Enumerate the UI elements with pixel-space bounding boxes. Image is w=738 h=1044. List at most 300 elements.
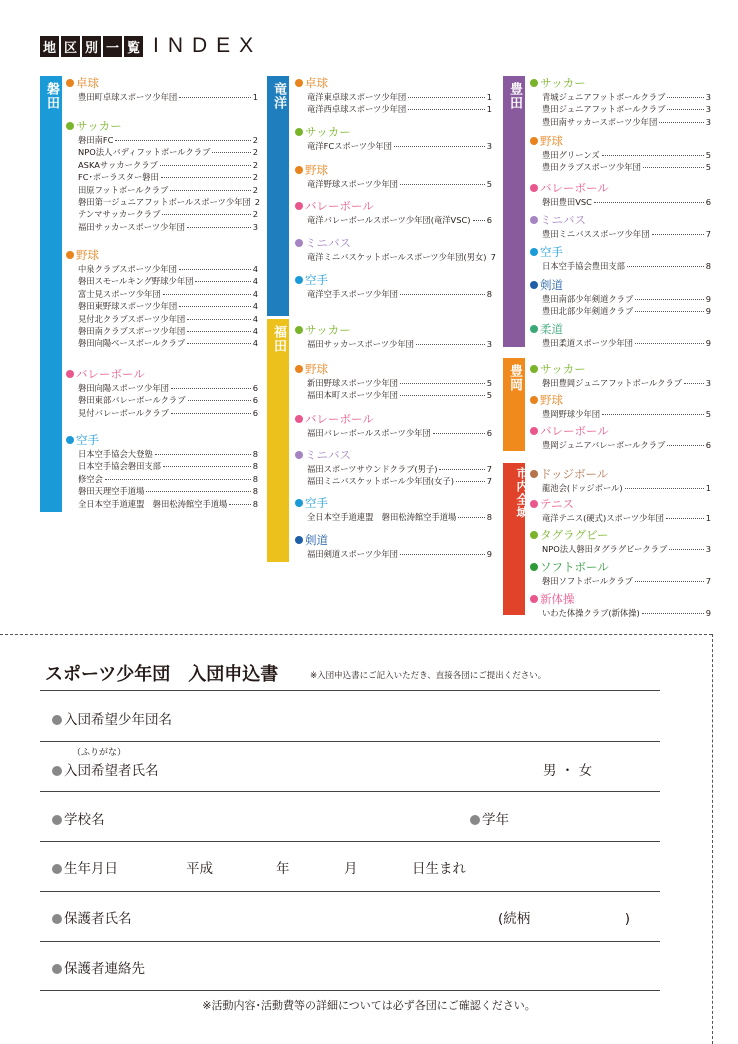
category-name: 卓球 xyxy=(305,76,328,90)
bullet-icon xyxy=(470,815,480,825)
team-name: 竜洋テニス(硬式)スポーツ少年団 xyxy=(542,513,664,523)
team-name: 福田サッカースポーツ少年団 xyxy=(78,221,185,232)
team-name: 全日本空手道連盟 磐田松涛館空手道場 xyxy=(78,498,228,509)
region-label: 豊田 xyxy=(507,82,522,110)
birth-month-unit: 月 xyxy=(344,861,358,877)
leader-dots xyxy=(400,554,485,555)
field-team-name[interactable]: 入団希望少年団名 xyxy=(52,708,172,728)
bullet-icon xyxy=(530,595,538,603)
team-name: 竜洋西卓球スポーツ少年団 xyxy=(307,104,407,115)
bullet-icon xyxy=(530,79,538,87)
page-number: 9 xyxy=(705,306,711,317)
leader-dots xyxy=(625,488,704,489)
leader-dots xyxy=(163,294,251,295)
page-number: 4 xyxy=(252,301,258,312)
team-entry xyxy=(307,427,492,439)
form-footnote: ※活動内容･活動費等の詳細については必ず各団にご確認ください。 xyxy=(202,999,536,1012)
page-number: 5 xyxy=(705,409,711,419)
bullet-icon xyxy=(530,137,538,145)
page-number: 8 xyxy=(252,486,258,497)
bullet-icon xyxy=(530,470,538,478)
team-name: 龍池会(ドッジボール) xyxy=(542,483,623,493)
page-number: 6 xyxy=(486,215,492,225)
bullet-icon xyxy=(295,166,303,174)
category-name: ミニバス xyxy=(305,236,351,250)
bullet-icon xyxy=(295,326,303,334)
page-number: 2 xyxy=(252,172,258,183)
page-number: 7 xyxy=(486,464,492,474)
category-name: バレーボール xyxy=(76,367,145,381)
team-name: 豊田ミニバススポーツ少年団 xyxy=(542,229,650,239)
leader-dots xyxy=(667,109,703,110)
category-name: バレーボール xyxy=(305,199,374,213)
leader-dots xyxy=(187,227,251,228)
page-number: 3 xyxy=(705,104,711,115)
bullet-icon xyxy=(66,370,74,378)
team-entry xyxy=(542,116,711,128)
category-heading xyxy=(66,247,99,263)
page-number: 2 xyxy=(252,184,258,195)
leader-dots xyxy=(408,109,484,110)
bullet-icon xyxy=(530,365,538,373)
team-name: 豊田町卓球スポーツ少年団 xyxy=(78,92,178,102)
category-name: 野球 xyxy=(305,362,328,376)
leader-dots xyxy=(187,343,251,344)
page-number: 4 xyxy=(252,326,258,336)
team-entry xyxy=(78,208,258,220)
bullet-icon xyxy=(66,79,74,87)
header-box: 別 xyxy=(82,36,101,57)
team-entry xyxy=(307,91,492,103)
header-box: 地 xyxy=(40,36,59,57)
leader-dots xyxy=(195,281,250,282)
team-name: 福田剣道スポーツ少年団 xyxy=(307,549,398,559)
page-number: 8 xyxy=(252,473,258,484)
page-number: 6 xyxy=(486,428,492,438)
category-name: 柔道 xyxy=(540,322,563,336)
page-number: 8 xyxy=(252,498,258,509)
category-heading xyxy=(295,198,374,214)
bullet-icon xyxy=(295,499,303,507)
team-entry xyxy=(542,512,711,524)
leader-dots xyxy=(179,306,250,307)
team-name: 福田スポーツサウンドクラブ(男子) xyxy=(307,464,438,474)
team-name: 磐田南クラブスポーツ少年団 xyxy=(78,326,186,336)
page-number: 2 xyxy=(252,209,258,220)
leader-dots xyxy=(635,343,704,344)
category-name: ミニバス xyxy=(540,213,586,227)
leader-dots xyxy=(456,481,485,482)
birth-day-unit: 日生まれ xyxy=(412,861,466,877)
page-number: 4 xyxy=(252,313,258,324)
category-name: サッカー xyxy=(540,362,586,376)
cut-line xyxy=(0,634,712,635)
page-number: 3 xyxy=(705,92,711,102)
team-entry xyxy=(542,337,711,349)
relationship-field[interactable]: (続柄 ) xyxy=(498,911,631,927)
leader-dots xyxy=(594,202,704,203)
category-name: 新体操 xyxy=(540,592,575,606)
category-heading xyxy=(295,235,351,251)
page-number: 7 xyxy=(486,476,492,487)
team-name: 豊岡野球少年団 xyxy=(542,409,601,419)
team-entry xyxy=(542,260,711,272)
team-name: 磐田スモールキング野球少年団 xyxy=(78,276,194,287)
leader-dots xyxy=(188,400,251,401)
team-name: NPO法人磐田タグラグビークラブ xyxy=(542,544,668,554)
bullet-icon xyxy=(295,276,303,284)
page-number: 1 xyxy=(705,513,711,523)
category-name: ドッジボール xyxy=(540,467,609,481)
category-heading xyxy=(295,322,351,338)
birth-year-unit: 年 xyxy=(276,861,290,877)
region-band-iwata xyxy=(40,76,62,512)
page-number: 6 xyxy=(705,197,711,207)
page-number: 9 xyxy=(705,338,711,348)
leader-dots xyxy=(229,504,250,505)
team-entry xyxy=(307,178,492,190)
team-entry xyxy=(78,159,258,171)
page-number: 2 xyxy=(252,135,258,145)
team-name: 竜洋ミニバスケットボールスポーツ少年団(男女) xyxy=(307,252,487,262)
team-name: 田原フットボールクラブ xyxy=(78,184,169,195)
bullet-icon xyxy=(295,365,303,373)
region-label: 磐田 xyxy=(44,82,59,110)
bullet-icon xyxy=(530,184,538,192)
bullet-icon xyxy=(295,79,303,87)
leader-dots xyxy=(439,469,484,470)
category-heading xyxy=(295,124,351,140)
team-name: 豊岡ジュニアバレーボールクラブ xyxy=(542,440,666,450)
category-heading xyxy=(66,432,99,448)
index-title: INDEX xyxy=(153,34,263,57)
bullet-icon xyxy=(66,122,74,130)
team-name: 日本空手協会大登塾 xyxy=(78,449,153,459)
team-name: 磐田東部バレーボールクラブ xyxy=(78,395,186,406)
leader-dots xyxy=(170,190,250,191)
team-entry xyxy=(307,338,492,350)
team-entry xyxy=(78,171,258,183)
leader-dots xyxy=(602,155,704,156)
team-entry xyxy=(542,377,711,389)
leader-dots xyxy=(400,395,485,396)
category-heading xyxy=(530,180,609,196)
category-name: サッカー xyxy=(305,125,351,139)
team-entry xyxy=(78,382,258,394)
bullet-icon xyxy=(52,914,62,924)
team-name: 磐田向陽ベースボールクラブ xyxy=(78,338,186,349)
leader-dots xyxy=(635,581,704,582)
team-entry xyxy=(78,498,258,510)
bullet-icon xyxy=(530,396,538,404)
team-name: 全日本空手道連盟 磐田松涛館空手道場 xyxy=(307,512,457,522)
page-number: 3 xyxy=(705,378,711,388)
team-entry xyxy=(542,607,711,619)
page-number: 8 xyxy=(486,289,492,299)
team-name: 豊田南サッカースポーツ少年団 xyxy=(542,116,658,127)
leader-dots xyxy=(212,152,250,153)
leader-dots xyxy=(667,97,703,98)
form-rule xyxy=(40,791,660,792)
page-number: 2 xyxy=(254,197,261,207)
category-heading xyxy=(530,466,608,482)
team-name: 竜洋FCスポーツ少年団 xyxy=(307,141,392,151)
team-name: 磐田南FC xyxy=(78,135,114,145)
team-name: 日本空手協会豊田支部 xyxy=(542,261,625,271)
form-note: ※入団申込書にご記入いただき、直接各団にご提出ください。 xyxy=(310,671,547,681)
page-number: 5 xyxy=(705,162,711,173)
team-name: 修空会 xyxy=(78,473,103,484)
team-name: 磐田天理空手道場 xyxy=(78,486,145,497)
category-heading xyxy=(66,366,145,382)
header-box: 覧 xyxy=(124,36,143,57)
team-entry xyxy=(542,408,711,420)
category-heading xyxy=(530,496,574,512)
team-entry xyxy=(307,251,496,263)
form-rule xyxy=(40,741,660,742)
field-applicant-name[interactable]: 入団希望者氏名 xyxy=(52,759,159,779)
page-number: 7 xyxy=(705,576,711,586)
team-entry xyxy=(78,460,258,472)
page-number: 9 xyxy=(705,294,711,304)
page-number: 7 xyxy=(705,229,711,239)
team-name: 竜洋野球スポーツ少年団 xyxy=(307,179,398,189)
region-band-toyoda xyxy=(503,76,525,347)
page-number: 1 xyxy=(705,483,711,493)
team-name: FC･ポーラスター磐田 xyxy=(78,172,159,183)
leader-dots xyxy=(400,383,485,384)
leader-dots xyxy=(162,214,250,215)
team-name: 福田サッカースポーツ少年団 xyxy=(307,339,414,349)
team-entry xyxy=(78,184,258,196)
bullet-icon xyxy=(66,251,74,259)
team-entry xyxy=(542,196,711,208)
category-heading xyxy=(295,447,351,463)
team-entry xyxy=(307,377,492,389)
page-number: 3 xyxy=(486,141,492,151)
category-name: テニス xyxy=(540,497,575,511)
header-box: 区 xyxy=(61,36,80,57)
team-entry xyxy=(307,548,492,560)
category-name: サッカー xyxy=(540,76,586,90)
team-entry xyxy=(307,140,492,152)
page-number: 8 xyxy=(486,512,492,522)
team-name: 竜洋東卓球スポーツ少年団 xyxy=(307,92,407,102)
team-name: 竜洋空手スポーツ少年団 xyxy=(307,289,398,299)
team-name: 青城ジュニアフットボールクラブ xyxy=(542,92,666,102)
bullet-icon xyxy=(52,964,62,974)
team-entry xyxy=(78,485,258,497)
field-school[interactable]: 学校名 xyxy=(52,808,105,828)
category-name: 卓球 xyxy=(76,76,99,90)
team-name: 豊田グリーンズ xyxy=(542,150,600,160)
field-grade[interactable]: 学年 xyxy=(470,808,509,828)
team-entry xyxy=(307,511,492,523)
team-entry xyxy=(307,103,492,115)
category-heading xyxy=(295,361,328,377)
birth-era: 平成 xyxy=(186,861,213,877)
page-number: 6 xyxy=(705,440,711,450)
bullet-icon xyxy=(66,436,74,444)
sex-choice[interactable]: 男 ・ 女 xyxy=(543,763,593,779)
category-name: 空手 xyxy=(76,433,99,447)
team-name: 中泉クラブスポーツ少年団 xyxy=(78,264,177,274)
leader-dots xyxy=(659,122,703,123)
page-number: 8 xyxy=(252,461,258,472)
category-heading xyxy=(295,75,328,91)
category-name: 空手 xyxy=(305,496,328,510)
team-name: 福田バレーボールスポーツ少年団 xyxy=(307,428,431,438)
team-entry xyxy=(542,305,711,317)
category-heading xyxy=(530,392,563,408)
team-name: 福田ミニバスケットボール少年団(女子) xyxy=(307,476,454,487)
page-number: 5 xyxy=(486,179,492,189)
region-label: 福田 xyxy=(271,325,286,353)
leader-dots xyxy=(146,491,250,492)
category-heading xyxy=(530,591,575,607)
page-number: 2 xyxy=(252,159,258,170)
category-name: ミニバス xyxy=(305,448,351,462)
team-entry xyxy=(78,394,258,406)
page-number: 4 xyxy=(252,276,258,287)
team-entry xyxy=(78,91,258,103)
region-band-city xyxy=(503,463,529,615)
bullet-icon xyxy=(295,202,303,210)
category-name: タグラグビー xyxy=(540,528,609,542)
team-entry xyxy=(78,337,258,349)
team-name: 磐田東野球スポーツ少年団 xyxy=(78,301,178,312)
field-birthdate[interactable]: 生年月日 xyxy=(52,857,118,877)
category-name: バレーボール xyxy=(540,424,609,438)
leader-dots xyxy=(394,146,485,147)
team-entry xyxy=(78,288,258,300)
category-heading xyxy=(530,212,586,228)
category-heading xyxy=(530,423,609,439)
page-number: 6 xyxy=(252,395,258,406)
bullet-icon xyxy=(52,815,62,825)
category-name: 空手 xyxy=(305,273,328,287)
leader-dots xyxy=(163,466,251,467)
bullet-icon xyxy=(530,427,538,435)
leader-dots xyxy=(627,266,704,267)
category-heading xyxy=(66,118,122,134)
team-entry xyxy=(542,482,711,494)
category-heading xyxy=(295,162,328,178)
leader-dots xyxy=(652,234,704,235)
bullet-icon xyxy=(295,451,303,459)
field-guardian-name[interactable]: 保護者氏名 xyxy=(52,907,132,927)
team-name: 見付北クラブスポーツ少年団 xyxy=(78,313,186,324)
leader-dots xyxy=(115,140,250,141)
category-heading xyxy=(66,75,99,91)
page-number: 3 xyxy=(252,221,258,232)
team-entry xyxy=(542,161,711,173)
team-name: NPO法人バディフットボールクラブ xyxy=(78,147,211,158)
team-entry xyxy=(542,228,711,240)
team-entry xyxy=(78,300,258,312)
region-label: 豊岡 xyxy=(507,364,522,392)
header-box: 一 xyxy=(103,36,122,57)
team-name: 豊田南部少年剣道クラブ xyxy=(542,294,634,304)
leader-dots xyxy=(187,319,251,320)
page-number: 5 xyxy=(705,150,711,160)
category-heading xyxy=(530,277,563,293)
page-number: 1 xyxy=(252,92,258,102)
field-guardian-contact[interactable]: 保護者連絡先 xyxy=(52,957,145,977)
category-name: サッカー xyxy=(76,119,122,133)
bullet-icon xyxy=(530,531,538,539)
form-rule xyxy=(40,841,660,842)
form-title: スポーツ少年団 入団申込書 xyxy=(45,664,279,685)
bullet-icon xyxy=(295,128,303,136)
category-heading xyxy=(295,495,328,511)
page-number: 4 xyxy=(252,288,258,299)
leader-dots xyxy=(635,299,703,300)
page-number: 1 xyxy=(486,104,492,115)
bullet-icon xyxy=(295,239,303,247)
leader-dots xyxy=(643,167,704,168)
category-heading xyxy=(530,75,586,91)
page-number: 8 xyxy=(252,449,258,459)
page-number: 3 xyxy=(486,339,492,349)
category-name: 剣道 xyxy=(540,278,563,292)
team-name: 見付バレーボールクラブ xyxy=(78,407,169,418)
team-name: 磐田第一ジュニアフットボールスポーツ少年団 xyxy=(78,197,251,207)
leader-dots xyxy=(400,184,485,185)
category-name: 野球 xyxy=(540,393,563,407)
team-name: 豊田クラブスポーツ少年団 xyxy=(542,162,641,173)
leader-dots xyxy=(666,518,704,519)
form-rule xyxy=(40,941,660,942)
leader-dots xyxy=(160,165,251,166)
team-entry xyxy=(78,473,258,485)
team-name: いわた体操クラブ(新体操) xyxy=(542,608,640,618)
category-heading xyxy=(530,361,586,377)
category-name: サッカー xyxy=(305,323,351,337)
form-rule xyxy=(40,891,660,892)
region-label: 市内全域 xyxy=(515,467,529,519)
category-name: 剣道 xyxy=(305,533,328,547)
page-number: 5 xyxy=(486,390,492,401)
leader-dots xyxy=(416,344,485,345)
team-name: 日本空手協会磐田支部 xyxy=(78,461,161,472)
leader-dots xyxy=(635,311,703,312)
leader-dots xyxy=(179,97,250,98)
bullet-icon xyxy=(530,500,538,508)
page-number: 3 xyxy=(705,116,711,127)
team-entry xyxy=(542,91,711,103)
category-name: 空手 xyxy=(540,245,563,259)
page-number: 9 xyxy=(486,549,492,559)
team-name: ASKAサッカークラブ xyxy=(78,159,158,170)
page-number: 6 xyxy=(252,407,258,418)
region-label: 竜洋 xyxy=(271,82,286,110)
page-number: 7 xyxy=(490,252,496,262)
leader-dots xyxy=(684,383,704,384)
category-heading xyxy=(530,559,609,575)
team-name: 磐田豊田VSC xyxy=(542,197,592,207)
category-name: バレーボール xyxy=(540,181,609,195)
leader-dots xyxy=(400,294,485,295)
bullet-icon xyxy=(52,715,62,725)
team-entry xyxy=(78,196,261,208)
leader-dots xyxy=(408,97,484,98)
team-entry xyxy=(542,149,711,161)
bullet-icon xyxy=(52,766,62,776)
team-entry xyxy=(78,313,258,325)
leader-dots xyxy=(171,413,251,414)
category-name: ソフトボール xyxy=(540,560,609,574)
